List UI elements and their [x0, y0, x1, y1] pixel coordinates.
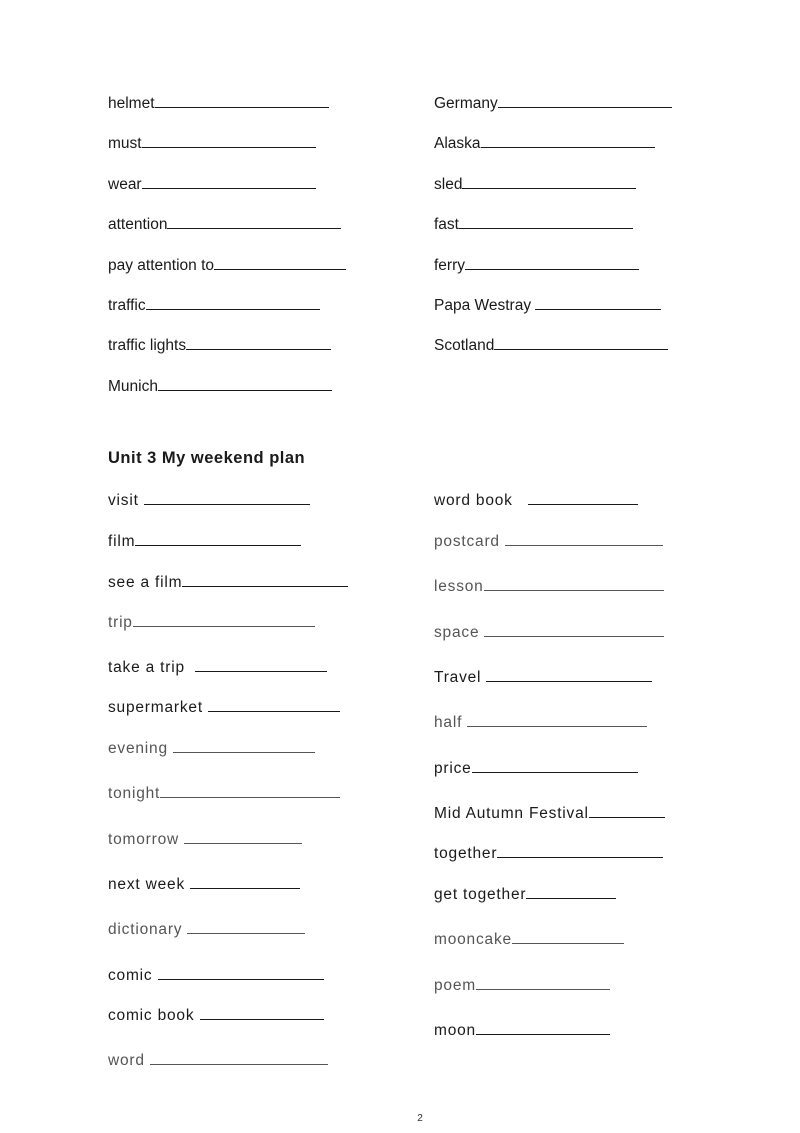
vocab-word: Munich: [108, 378, 158, 395]
vocab-item: [108, 335, 331, 355]
vocab-word: lesson: [434, 578, 484, 595]
vocab-word: comic book: [108, 1007, 200, 1024]
vocab-item: [434, 133, 655, 153]
vocab-word: helmet: [108, 95, 155, 112]
vocab-word: must: [108, 135, 142, 152]
vocab-item: [108, 572, 348, 592]
answer-blank[interactable]: [144, 490, 310, 505]
vocab-item: [434, 622, 664, 642]
vocab-item: [108, 697, 340, 717]
page-number: 2: [417, 1113, 423, 1124]
answer-blank[interactable]: [150, 1050, 328, 1065]
answer-blank[interactable]: [528, 490, 638, 505]
vocab-item: [434, 975, 610, 995]
answer-blank[interactable]: [155, 93, 329, 108]
answer-blank[interactable]: [467, 712, 647, 727]
vocab-item: [434, 255, 639, 275]
vocab-item: [108, 255, 346, 275]
answer-blank[interactable]: [494, 335, 668, 350]
vocab-item: [434, 214, 633, 234]
vocab-word: film: [108, 533, 136, 550]
answer-blank[interactable]: [173, 738, 315, 753]
vocab-word: get together: [434, 886, 527, 903]
vocab-word: postcard: [434, 533, 505, 550]
vocab-word: see a film: [108, 574, 183, 591]
vocab-word: sled: [434, 176, 463, 193]
vocab-word: word: [108, 1052, 150, 1069]
vocab-item: [434, 335, 668, 355]
vocab-word: Scotland: [434, 337, 495, 354]
vocab-item: [108, 93, 329, 113]
answer-blank[interactable]: [133, 612, 315, 627]
section-heading: Unit 3 My weekend plan: [108, 449, 306, 467]
vocab-word: trip: [108, 614, 133, 631]
vocab-item: [108, 919, 305, 939]
vocab-word: fast: [434, 216, 459, 233]
answer-blank[interactable]: [472, 758, 638, 773]
answer-blank[interactable]: [484, 622, 664, 637]
vocab-word: pay attention to: [108, 257, 214, 274]
vocab-item: [108, 612, 315, 632]
vocab-word: evening: [108, 740, 174, 757]
vocab-item: [434, 884, 616, 904]
vocab-word: price: [434, 760, 472, 777]
answer-blank[interactable]: [142, 174, 316, 189]
answer-blank[interactable]: [160, 783, 340, 798]
answer-blank[interactable]: [190, 874, 300, 889]
answer-blank[interactable]: [512, 929, 624, 944]
answer-blank[interactable]: [465, 255, 639, 270]
vocab-word: traffic: [108, 297, 146, 314]
vocab-word: ferry: [434, 257, 465, 274]
vocab-word: next week: [108, 876, 191, 893]
vocab-item: [108, 133, 316, 153]
answer-blank[interactable]: [589, 803, 665, 818]
vocab-word: space: [434, 624, 485, 641]
vocab-item: [108, 874, 300, 894]
vocab-item: [108, 174, 316, 194]
answer-blank[interactable]: [459, 214, 633, 229]
answer-blank[interactable]: [486, 667, 652, 682]
vocab-word: attention: [108, 216, 168, 233]
vocab-item: [434, 803, 665, 823]
answer-blank[interactable]: [187, 919, 305, 934]
answer-blank[interactable]: [481, 133, 655, 148]
answer-blank[interactable]: [498, 93, 672, 108]
vocab-item: [434, 531, 663, 551]
vocab-word: poem: [434, 977, 476, 994]
vocab-word: tonight: [108, 785, 161, 802]
vocab-item: [434, 667, 652, 687]
vocab-word: Papa Westray: [434, 297, 536, 314]
answer-blank[interactable]: [505, 531, 663, 546]
vocab-item: [434, 929, 624, 949]
vocab-item: [108, 1005, 324, 1025]
vocab-word: wear: [108, 176, 142, 193]
vocab-item: [434, 712, 647, 732]
answer-blank[interactable]: [195, 657, 327, 672]
answer-blank[interactable]: [476, 975, 610, 990]
answer-blank[interactable]: [186, 335, 331, 350]
answer-blank[interactable]: [158, 965, 324, 980]
vocab-word: word book: [434, 492, 529, 509]
answer-blank[interactable]: [476, 1020, 610, 1035]
vocab-word: Germany: [434, 95, 498, 112]
vocab-item: [434, 93, 672, 113]
vocab-word: traffic lights: [108, 337, 187, 354]
vocab-item: [108, 829, 302, 849]
answer-blank[interactable]: [484, 576, 664, 591]
vocab-item: [108, 657, 327, 677]
vocab-item: [108, 531, 301, 551]
vocab-word: together: [434, 845, 498, 862]
answer-blank[interactable]: [158, 376, 332, 391]
vocab-word: mooncake: [434, 931, 512, 948]
vocab-word: tomorrow: [108, 831, 185, 848]
vocab-word: supermarket: [108, 699, 209, 716]
vocab-word: take a trip: [108, 659, 196, 676]
answer-blank[interactable]: [497, 843, 663, 858]
answer-blank[interactable]: [142, 133, 316, 148]
vocab-item: [108, 376, 332, 396]
vocab-item: [108, 490, 310, 510]
vocab-item: [434, 843, 663, 863]
vocab-word: Alaska: [434, 135, 481, 152]
answer-blank[interactable]: [208, 697, 340, 712]
answer-blank[interactable]: [135, 531, 301, 546]
answer-blank[interactable]: [146, 295, 320, 310]
vocab-item: [108, 1050, 328, 1070]
answer-blank[interactable]: [535, 295, 661, 310]
vocab-word: moon: [434, 1022, 476, 1039]
answer-blank[interactable]: [214, 255, 346, 270]
answer-blank[interactable]: [167, 214, 341, 229]
answer-blank[interactable]: [462, 174, 636, 189]
vocab-item: [434, 758, 638, 778]
vocab-item: [434, 1020, 610, 1040]
vocab-item: [108, 965, 324, 985]
vocab-item: [108, 783, 340, 803]
vocab-word: Mid Autumn Festival: [434, 805, 589, 822]
vocab-item: [434, 490, 638, 510]
vocab-item: [108, 738, 315, 758]
answer-blank[interactable]: [200, 1005, 324, 1020]
answer-blank[interactable]: [182, 572, 348, 587]
vocab-word: visit: [108, 492, 144, 509]
vocab-item: [434, 174, 636, 194]
vocab-word: comic: [108, 967, 158, 984]
vocab-word: Travel: [434, 669, 487, 686]
vocab-word: dictionary: [108, 921, 188, 938]
vocab-item: [434, 576, 664, 596]
answer-blank[interactable]: [184, 829, 302, 844]
answer-blank[interactable]: [526, 884, 616, 899]
vocab-item: [108, 214, 341, 234]
vocab-word: half: [434, 714, 468, 731]
vocab-item: [108, 295, 320, 315]
vocab-item: [434, 295, 661, 315]
